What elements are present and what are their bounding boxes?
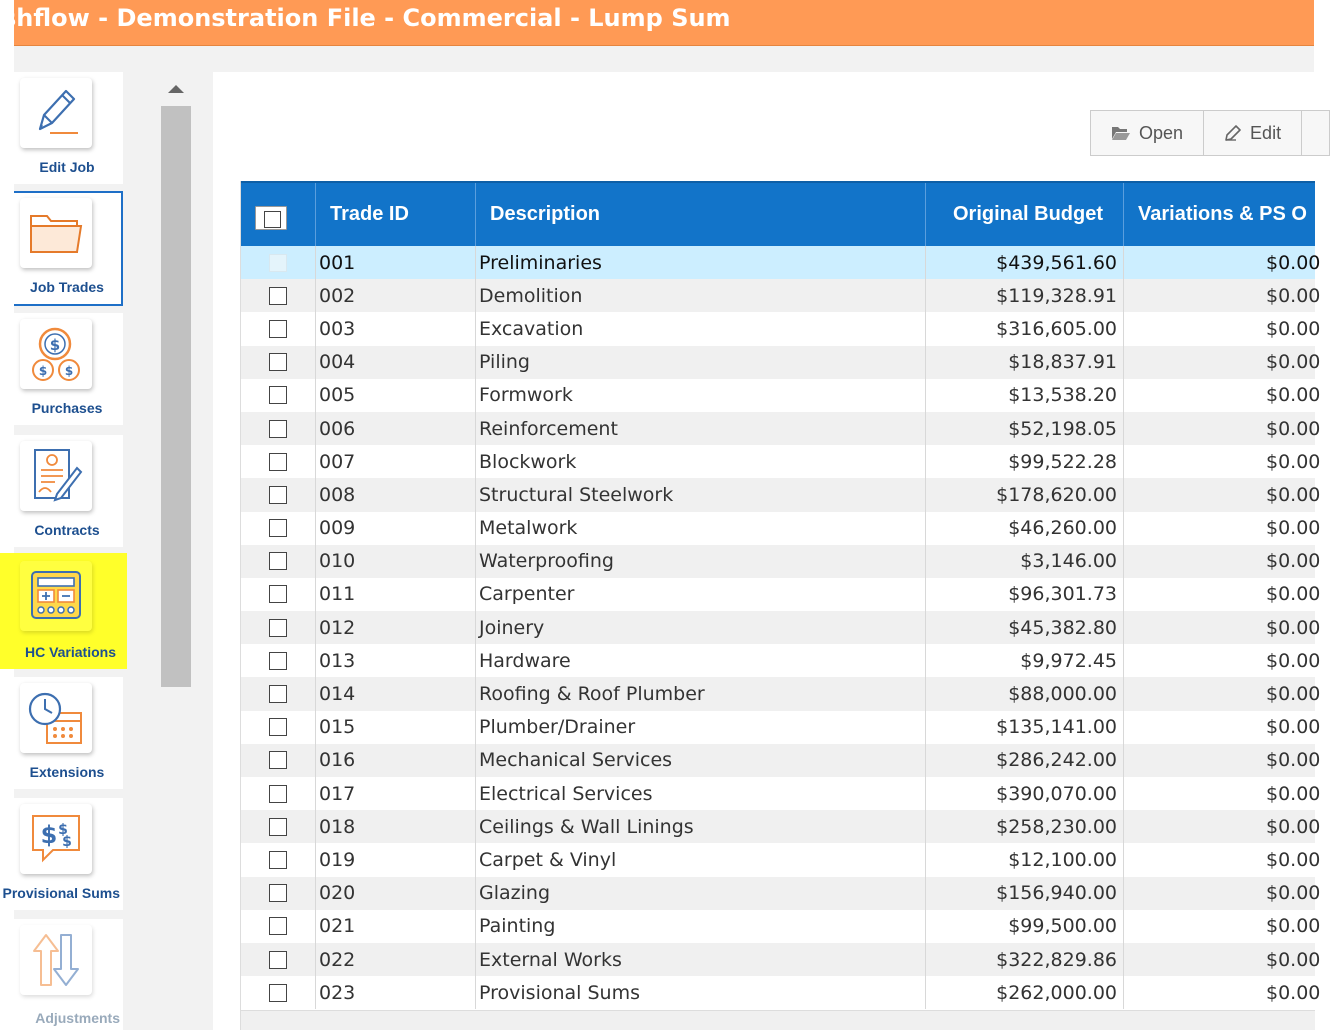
row-checkbox[interactable] (269, 718, 287, 736)
row-checkbox-cell (241, 379, 316, 412)
trade-id-cell: 023 (316, 976, 476, 1009)
row-checkbox[interactable] (269, 818, 287, 836)
variations-cell: $0.00 (1266, 517, 1321, 540)
original-budget-cell: $13,538.20 (926, 379, 1124, 412)
svg-text:$: $ (49, 336, 61, 354)
row-checkbox[interactable] (269, 652, 287, 670)
calculator-icon (20, 561, 92, 631)
sidebar-item-label: Provisional Sums (2, 885, 120, 901)
variations-cell: $0.00 (1266, 848, 1321, 871)
row-checkbox-cell (241, 877, 316, 910)
original-budget-cell: $99,500.00 (926, 910, 1124, 943)
edit-pencil-icon (1224, 124, 1242, 142)
description-cell: Blockwork (476, 445, 926, 478)
original-budget-cell: $18,837.91 (926, 346, 1124, 379)
trade-id-cell: 007 (316, 445, 476, 478)
header-select-all (241, 183, 316, 246)
original-budget-cell: $135,141.00 (926, 711, 1124, 744)
description-cell: Reinforcement (476, 412, 926, 445)
description-cell: Metalwork (476, 512, 926, 545)
pencil-icon (20, 78, 92, 148)
title-bar (2, 0, 1314, 46)
edit-button[interactable] (1204, 111, 1302, 155)
original-budget-cell: $316,605.00 (926, 312, 1124, 345)
trade-id-cell: 012 (316, 611, 476, 644)
clock-calendar-icon (20, 683, 92, 753)
sidebar-item-provisional-sums[interactable] (2, 798, 123, 910)
row-checkbox-cell (241, 777, 316, 810)
table-row[interactable] (241, 346, 1321, 379)
trade-id-cell: 011 (316, 578, 476, 611)
original-budget-cell: $156,940.00 (926, 877, 1124, 910)
toolbar (1090, 110, 1330, 156)
variations-cell: $0.00 (1266, 251, 1321, 274)
original-budget-cell: $390,070.00 (926, 777, 1124, 810)
original-budget-cell: $99,522.28 (926, 445, 1124, 478)
row-checkbox[interactable] (269, 287, 287, 305)
description-cell: Roofing & Roof Plumber (476, 677, 926, 710)
table-row[interactable] (241, 677, 1321, 710)
scroll-up-arrow-icon[interactable] (168, 85, 184, 93)
row-checkbox-cell (241, 711, 316, 744)
sidebar-item-contracts[interactable] (14, 435, 123, 547)
edit-label: Edit (1250, 122, 1282, 143)
row-checkbox[interactable] (269, 486, 287, 504)
header-trade-id[interactable]: Trade ID (316, 183, 476, 246)
row-checkbox-cell (241, 512, 316, 545)
trade-id-cell: 018 (316, 810, 476, 843)
svg-text:$: $ (40, 821, 58, 849)
row-checkbox[interactable] (269, 619, 287, 637)
original-budget-cell: $12,100.00 (926, 843, 1124, 876)
sidebar-item-label: Adjustments (35, 1010, 120, 1026)
coins-icon (20, 319, 92, 389)
trade-id-cell: 014 (316, 677, 476, 710)
table-row[interactable] (241, 976, 1321, 1009)
table-row[interactable] (241, 578, 1321, 611)
description-cell: Electrical Services (476, 777, 926, 810)
table-row[interactable] (241, 644, 1321, 677)
row-checkbox[interactable] (269, 320, 287, 338)
variations-cell: $0.00 (1266, 882, 1321, 905)
header-variations[interactable]: Variations & PS O (1138, 203, 1307, 225)
svg-text:$: $ (58, 822, 68, 838)
sidebar-scrollbar-thumb[interactable] (161, 106, 191, 687)
folder-open-icon (1111, 125, 1131, 141)
description-cell: Joinery (476, 611, 926, 644)
trade-id-cell: 001 (316, 246, 476, 279)
table-row[interactable] (241, 611, 1321, 644)
row-checkbox-cell (241, 810, 316, 843)
row-checkbox-cell (241, 279, 316, 312)
original-budget-cell: $45,382.80 (926, 611, 1124, 644)
row-checkbox-cell (241, 478, 316, 511)
trade-id-cell: 017 (316, 777, 476, 810)
sidebar-item-label: HC Variations (24, 644, 116, 660)
grid-header (241, 181, 1315, 246)
row-checkbox-cell (241, 346, 316, 379)
row-checkbox-cell (241, 744, 316, 777)
trade-id-cell: 016 (316, 744, 476, 777)
row-checkbox[interactable] (269, 420, 287, 438)
row-checkbox-cell (241, 644, 316, 677)
variations-cell: $0.00 (1266, 483, 1321, 506)
table-row[interactable] (241, 379, 1321, 412)
description-cell: Carpet & Vinyl (476, 843, 926, 876)
description-cell: External Works (476, 943, 926, 976)
variations-cell: $0.00 (1266, 616, 1321, 639)
table-row[interactable] (241, 545, 1321, 578)
description-cell: Ceilings & Wall Linings (476, 810, 926, 843)
variations-cell: $0.00 (1266, 981, 1321, 1004)
trade-id-cell: 002 (316, 279, 476, 312)
original-budget-cell: $258,230.00 (926, 810, 1124, 843)
row-checkbox-cell (241, 445, 316, 478)
original-budget-cell: $119,328.91 (926, 279, 1124, 312)
sidebar-item-job-trades[interactable] (14, 191, 123, 306)
description-cell: Mechanical Services (476, 744, 926, 777)
description-cell: Provisional Sums (476, 976, 926, 1009)
row-checkbox[interactable] (269, 453, 287, 471)
row-checkbox-cell (241, 843, 316, 876)
trade-id-cell: 020 (316, 877, 476, 910)
row-checkbox[interactable] (269, 785, 287, 803)
row-checkbox-cell (241, 246, 316, 279)
variations-cell: $0.00 (1266, 915, 1321, 938)
original-budget-cell: $262,000.00 (926, 976, 1124, 1009)
table-row[interactable] (241, 777, 1321, 810)
table-row[interactable] (241, 412, 1321, 445)
row-checkbox-cell (241, 578, 316, 611)
row-checkbox[interactable] (269, 585, 287, 603)
table-row[interactable] (241, 312, 1321, 345)
row-checkbox-cell (241, 943, 316, 976)
trade-id-cell: 019 (316, 843, 476, 876)
table-row[interactable] (241, 810, 1321, 843)
variations-cell: $0.00 (1266, 782, 1321, 805)
row-checkbox[interactable] (269, 984, 287, 1002)
grid-footer (241, 1010, 1315, 1030)
header-original-budget[interactable]: Original Budget (926, 183, 1124, 246)
variations-cell: $0.00 (1266, 583, 1321, 606)
row-checkbox-cell (241, 412, 316, 445)
table-row[interactable] (241, 843, 1321, 876)
description-cell: Hardware (476, 644, 926, 677)
variations-cell: $0.00 (1266, 948, 1321, 971)
grid-rows (241, 246, 1321, 1009)
sidebar-item-label: Edit Job (39, 159, 95, 175)
description-cell: Structural Steelwork (476, 478, 926, 511)
svg-text:$: $ (62, 834, 72, 850)
variations-cell: $0.00 (1266, 749, 1321, 772)
table-row[interactable] (241, 246, 1321, 279)
original-budget-cell: $9,972.45 (926, 644, 1124, 677)
row-checkbox-cell (241, 976, 316, 1009)
table-row[interactable] (241, 877, 1321, 910)
select-all-checkbox[interactable] (255, 206, 287, 230)
variations-cell: $0.00 (1266, 284, 1321, 307)
row-checkbox-cell (241, 611, 316, 644)
variations-cell: $0.00 (1266, 716, 1321, 739)
sidebar-item-extensions[interactable] (14, 677, 123, 789)
description-cell: Carpenter (476, 578, 926, 611)
variations-cell: $0.00 (1266, 317, 1321, 340)
variations-cell: $0.00 (1266, 550, 1321, 573)
table-row[interactable] (241, 910, 1321, 943)
trade-id-cell: 010 (316, 545, 476, 578)
sidebar-item-hc-variations[interactable] (0, 553, 127, 669)
window-title: shflow - Demonstration File - Commercial - Lump Sum (2, 4, 731, 32)
row-checkbox-cell (241, 312, 316, 345)
table-row[interactable] (241, 711, 1321, 744)
sidebar-item-adjustments[interactable] (14, 919, 123, 1031)
row-checkbox[interactable] (269, 884, 287, 902)
description-cell: Painting (476, 910, 926, 943)
description-cell: Preliminaries (476, 246, 926, 279)
variations-cell: $0.00 (1266, 815, 1321, 838)
sidebar-item-label: Job Trades (30, 279, 104, 295)
table-row[interactable] (241, 744, 1321, 777)
row-checkbox[interactable] (269, 386, 287, 404)
description-cell: Plumber/Drainer (476, 711, 926, 744)
description-cell: Glazing (476, 877, 926, 910)
trade-id-cell: 022 (316, 943, 476, 976)
header-description[interactable]: Description (476, 183, 926, 246)
row-checkbox[interactable] (269, 751, 287, 769)
variations-cell: $0.00 (1266, 417, 1321, 440)
table-row[interactable] (241, 279, 1321, 312)
sidebar-item-label: Purchases (31, 400, 103, 416)
contract-icon (20, 441, 92, 511)
row-checkbox-cell (241, 677, 316, 710)
original-budget-cell: $46,260.00 (926, 512, 1124, 545)
table-row[interactable] (241, 478, 1321, 511)
up-down-arrows-icon (20, 925, 92, 995)
row-checkbox-cell (241, 910, 316, 943)
variations-cell: $0.00 (1266, 351, 1321, 374)
table-row[interactable] (241, 512, 1321, 545)
row-checkbox[interactable] (269, 353, 287, 371)
money-speech-icon (20, 804, 92, 874)
trade-id-cell: 015 (316, 711, 476, 744)
trade-id-cell: 003 (316, 312, 476, 345)
original-budget-cell: $178,620.00 (926, 478, 1124, 511)
sidebar-item-label: Contracts (34, 522, 100, 538)
row-checkbox[interactable] (269, 917, 287, 935)
sidebar-item-edit-job[interactable] (14, 72, 123, 184)
sidebar-item-label: Extensions (29, 764, 105, 780)
trade-id-cell: 013 (316, 644, 476, 677)
variations-cell: $0.00 (1266, 649, 1321, 672)
original-budget-cell: $286,242.00 (926, 744, 1124, 777)
row-checkbox[interactable] (269, 951, 287, 969)
description-cell: Piling (476, 346, 926, 379)
sidebar-item-purchases[interactable] (14, 313, 123, 425)
row-checkbox[interactable] (269, 685, 287, 703)
main-panel (213, 72, 1321, 1030)
description-cell: Waterproofing (476, 545, 926, 578)
row-checkbox[interactable] (269, 519, 287, 537)
original-budget-cell: $88,000.00 (926, 677, 1124, 710)
variations-cell: $0.00 (1266, 450, 1321, 473)
trade-id-cell: 004 (316, 346, 476, 379)
description-cell: Demolition (476, 279, 926, 312)
original-budget-cell: $52,198.05 (926, 412, 1124, 445)
original-budget-cell: $96,301.73 (926, 578, 1124, 611)
trade-id-cell: 009 (316, 512, 476, 545)
original-budget-cell: $439,561.60 (926, 246, 1124, 279)
svg-text:$: $ (64, 364, 74, 378)
original-budget-cell: $322,829.86 (926, 943, 1124, 976)
row-checkbox[interactable] (269, 254, 287, 272)
row-checkbox[interactable] (269, 851, 287, 869)
trades-grid (240, 181, 1321, 1030)
original-budget-cell: $3,146.00 (926, 545, 1124, 578)
svg-text:$: $ (38, 364, 48, 378)
variations-cell: $0.00 (1266, 384, 1321, 407)
variations-cell: $0.00 (1266, 683, 1321, 706)
trade-id-cell: 006 (316, 412, 476, 445)
row-checkbox-cell (241, 545, 316, 578)
row-checkbox[interactable] (269, 552, 287, 570)
open-button[interactable] (1091, 111, 1204, 155)
table-row[interactable] (241, 943, 1321, 976)
title-spacer (14, 46, 1314, 72)
description-cell: Formwork (476, 379, 926, 412)
trade-id-cell: 005 (316, 379, 476, 412)
trade-id-cell: 008 (316, 478, 476, 511)
description-cell: Excavation (476, 312, 926, 345)
trade-id-cell: 021 (316, 910, 476, 943)
table-row[interactable] (241, 445, 1321, 478)
open-label: Open (1139, 122, 1184, 143)
folder-icon (20, 198, 92, 268)
